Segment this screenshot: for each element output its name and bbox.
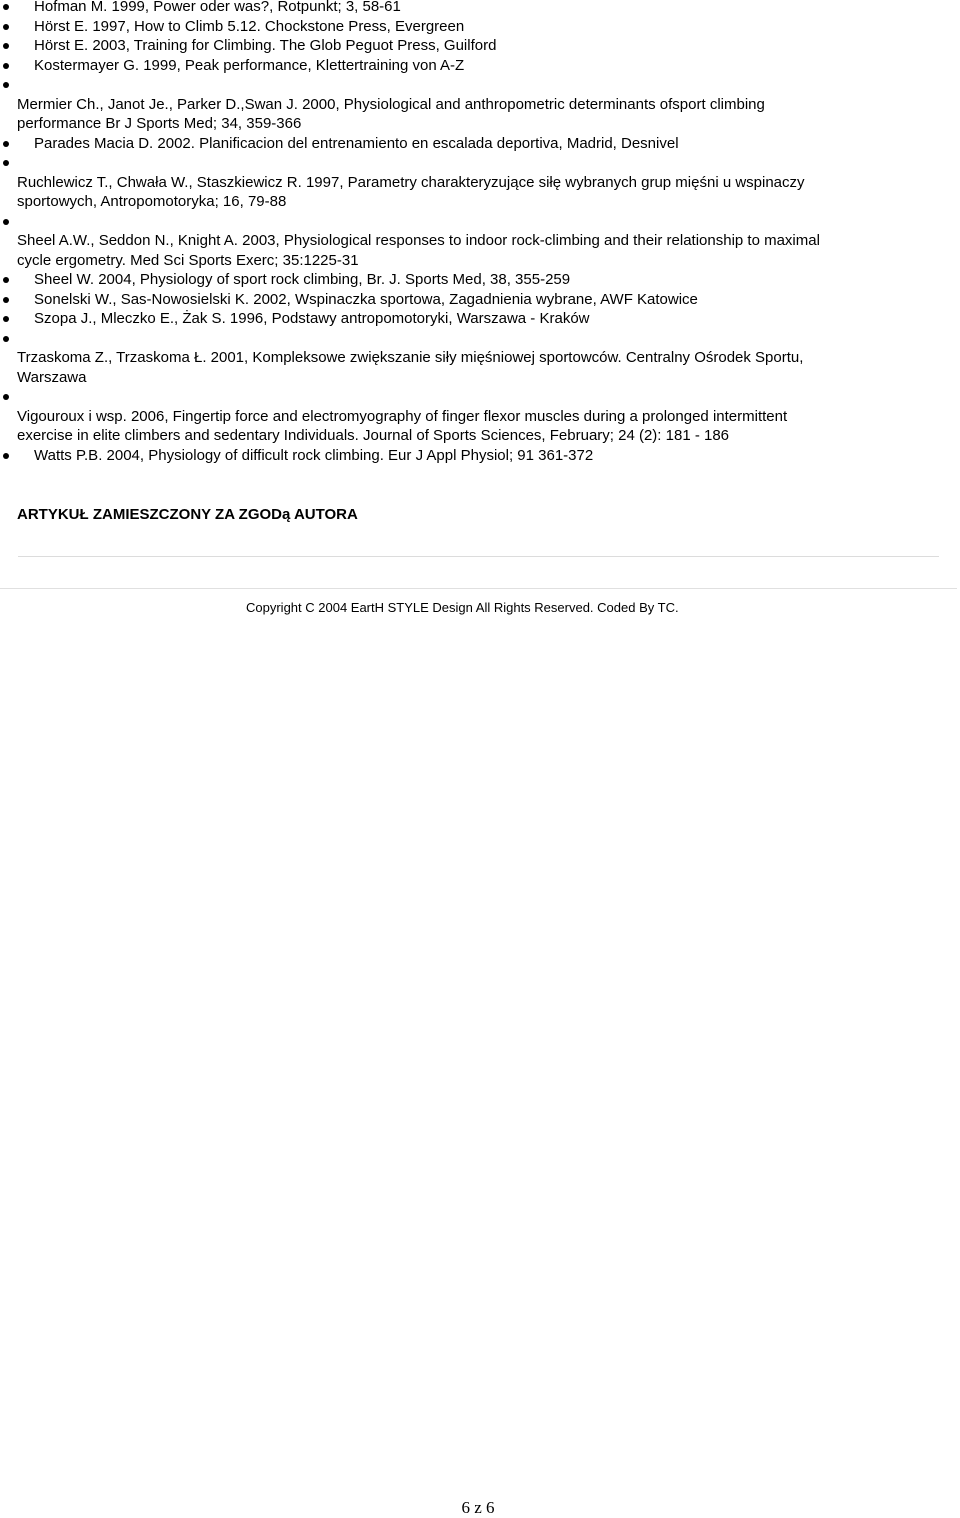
reference-text: Warszawa [17, 368, 87, 386]
bullet-icon [3, 453, 9, 459]
reference-text: Vigouroux i wsp. 2006, Fingertip force and electromyography of finger flexor muscles during a prolonged intermittent [17, 407, 788, 425]
reference-text: Mermier Ch., Janot Je., Parker D.,Swan J. 2000, Physiological and anthropometric determinants ofsport climbing [17, 95, 765, 113]
reference-text: performance Br J Sports Med; 34, 359-366 [17, 115, 302, 132]
bullet-icon [3, 336, 9, 342]
page-number: 6 z 6 [461, 1498, 495, 1517]
reference-text: Hörst E. 2003, Training for Climbing. The Glob Peguot Press, Guilford [34, 37, 497, 54]
bullet-icon [3, 219, 9, 225]
bullet-icon [3, 277, 9, 283]
reference-text: Hörst E. 1997, How to Climb 5.12. Chockstone Press, Evergreen [34, 17, 465, 35]
bullet-icon [3, 43, 9, 49]
reference-text: sportowych, Antropomotoryka; 16, 79-88 [17, 193, 287, 210]
reference-text: Kostermayer G. 1999, Peak performance, Klettertraining von A-Z [34, 56, 465, 74]
footer-divider [0, 588, 957, 589]
bullet-icon [3, 160, 9, 166]
reference-text: Hofman M. 1999, Power oder was?, Rotpunkt; 3, 58-61 [34, 0, 401, 15]
copyright-text: Copyright C 2004 EartH STYLE Design All Rights Reserved. Coded By TC. [246, 600, 679, 615]
bullet-icon [3, 82, 9, 88]
reference-text: Ruchlewicz T., Chwała W., Staszkiewicz R. 1997, Parametry charakteryzujące siłę wybranych grup mięśni u wspinaczy [17, 173, 805, 191]
reference-text: Szopa J., Mleczko E., Żak S. 1996, Podstawy antropomotoryki, Warszawa - Kraków [34, 310, 590, 327]
bullet-icon [3, 316, 9, 322]
reference-text: exercise in elite climbers and sedentary Individuals. Journal of Sports Sciences, February; 24 (2): 181 - 186 [17, 427, 730, 444]
reference-text: Watts P.B. 2004, Physiology of difficult rock climbing. Eur J Appl Physiol; 91 361-372 [34, 446, 594, 464]
reference-text: cycle ergometry. Med Sci Sports Exerc; 35:1225-31 [17, 251, 359, 269]
bullet-icon [3, 394, 9, 400]
bullet-icon [3, 24, 9, 30]
bullet-icon [3, 4, 9, 10]
reference-text: Trzaskoma Z., Trzaskoma Ł. 2001, Kompleksowe zwiększanie siły mięśniowej sportowców. Centralny Ośrodek Sportu, [17, 349, 804, 366]
divider [18, 556, 939, 557]
bullet-icon [3, 297, 9, 303]
reference-text: Sheel W. 2004, Physiology of sport rock climbing, Br. J. Sports Med, 38, 355-259 [34, 271, 571, 288]
author-permission-note: ARTYKUŁ ZAMIESZCZONY ZA ZGODą AUTORA [17, 506, 358, 523]
bullet-icon [3, 63, 9, 69]
bullet-icon [3, 141, 9, 147]
reference-text: Sonelski W., Sas-Nowosielski K. 2002, Wspinaczka sportowa, Zagadnienia wybrane, AWF Katowice [34, 290, 698, 308]
reference-text: Sheel A.W., Seddon N., Knight A. 2003, Physiological responses to indoor rock-climbing and their relationship to maximal [17, 232, 820, 249]
reference-text: Parades Macia D. 2002. Planificacion del entrenamiento en escalada deportiva, Madrid, Desnivel [34, 134, 679, 152]
